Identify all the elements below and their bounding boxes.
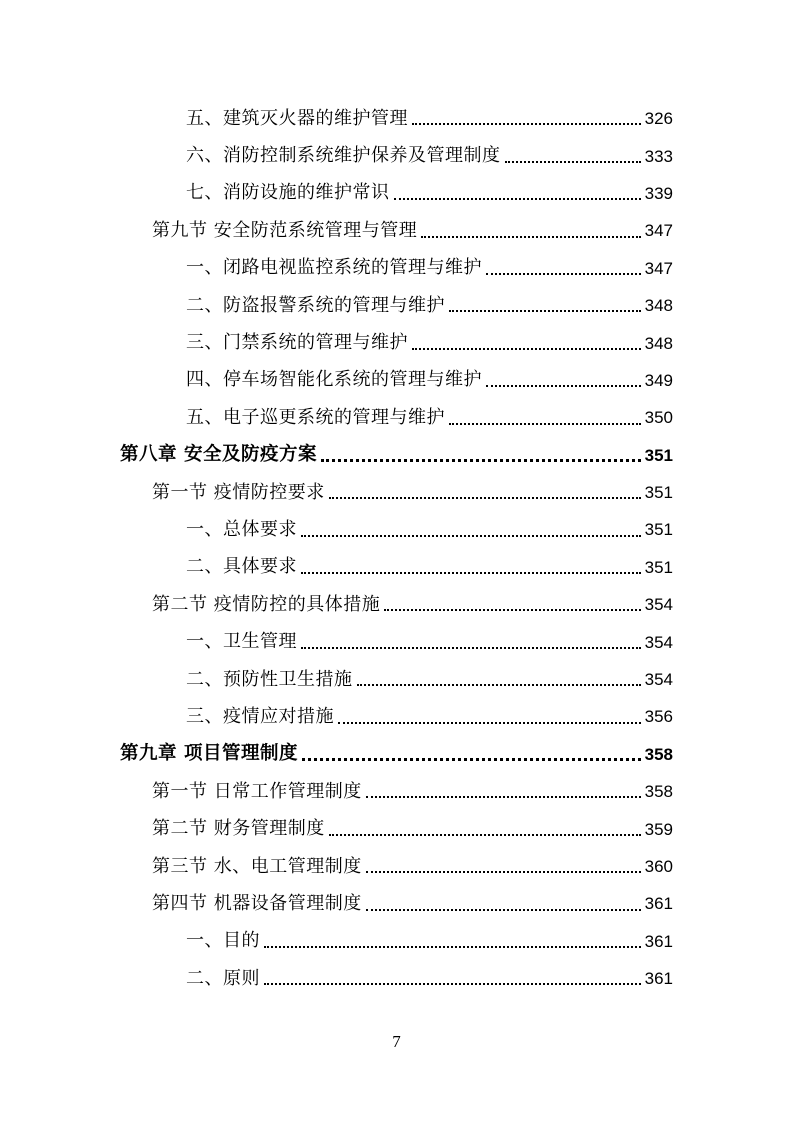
toc-entry-title: 一、总体要求 [186, 518, 297, 540]
dot-leader [329, 833, 641, 836]
toc-entry-page: 356 [644, 707, 673, 727]
dot-leader [384, 608, 640, 611]
toc-chapter-entry[interactable] [0, 736, 793, 773]
toc-section-entry[interactable] [0, 586, 793, 623]
dot-leader [329, 496, 641, 499]
dot-leader [357, 683, 641, 686]
toc-entry-title: 六、消防控制系统维护保养及管理制度 [186, 145, 501, 167]
toc-entry-page: 351 [644, 520, 673, 540]
dot-leader [486, 384, 641, 387]
toc-entry-title: 二、原则 [186, 967, 260, 989]
toc-subsection-entry[interactable] [0, 923, 793, 960]
toc-subsection-entry[interactable] [0, 698, 793, 735]
dot-leader [394, 197, 641, 200]
toc-subsection-entry[interactable] [0, 511, 793, 548]
dot-leader [264, 945, 641, 948]
toc-entry-title: 第二节 财务管理制度 [152, 818, 325, 840]
toc-entry-title: 二、防盗报警系统的管理与维护 [186, 294, 445, 316]
toc-entry-page: 359 [644, 819, 673, 839]
toc-entry-page: 351 [644, 445, 673, 465]
toc-subsection-entry[interactable] [0, 399, 793, 436]
toc-entry-title: 四、停车场智能化系统的管理与维护 [186, 369, 482, 391]
toc-subsection-entry[interactable] [0, 661, 793, 698]
dot-leader [449, 422, 641, 425]
dot-leader [366, 870, 641, 873]
toc-subsection-entry[interactable] [0, 549, 793, 586]
dot-leader [321, 458, 641, 462]
toc-entry-title: 第一节 日常工作管理制度 [152, 780, 362, 802]
toc-entry-page: 358 [644, 782, 673, 802]
toc-entry-title: 第四节 机器设备管理制度 [152, 892, 362, 914]
toc-entry-page: 351 [644, 557, 673, 577]
toc-section-entry[interactable] [0, 474, 793, 511]
toc-entry-page: 347 [644, 221, 673, 241]
toc-entry-page: 348 [644, 296, 673, 316]
dot-leader [366, 908, 641, 911]
toc-section-entry[interactable] [0, 212, 793, 249]
toc-entry-title: 第二节 疫情防控的具体措施 [152, 593, 381, 615]
dot-leader [486, 272, 641, 275]
toc-entry-title: 五、电子巡更系统的管理与维护 [186, 406, 445, 428]
toc-entry-page: 349 [644, 370, 673, 390]
toc-entry-title: 第三节 水、电工管理制度 [152, 855, 362, 877]
toc-subsection-entry[interactable] [0, 250, 793, 287]
dot-leader [412, 122, 641, 125]
dot-leader [301, 646, 641, 649]
toc-entry-title: 一、目的 [186, 930, 260, 952]
toc-entry-page: 361 [644, 931, 673, 951]
toc-section-entry[interactable] [0, 848, 793, 885]
dot-leader [421, 235, 640, 238]
toc-entry-title: 二、具体要求 [186, 556, 297, 578]
toc-subsection-entry[interactable] [0, 362, 793, 399]
toc-entry-page: 361 [644, 969, 673, 989]
toc-entry-page: 348 [644, 333, 673, 353]
dot-leader [301, 571, 641, 574]
toc-entry-page: 339 [644, 183, 673, 203]
toc-subsection-entry[interactable] [0, 287, 793, 324]
toc-entry-title: 第九章 项目管理制度 [120, 743, 298, 765]
toc-entry-title: 二、预防性卫生措施 [186, 668, 353, 690]
toc-entry-title: 三、疫情应对措施 [186, 705, 334, 727]
dot-leader [449, 309, 641, 312]
dot-leader [505, 160, 641, 163]
toc-entry-page: 351 [644, 483, 673, 503]
toc-entry-page: 350 [644, 408, 673, 428]
toc-section-entry[interactable] [0, 773, 793, 810]
toc-entry-title: 一、卫生管理 [186, 631, 297, 653]
page-number: 7 [392, 1032, 401, 1051]
toc-entry-page: 354 [644, 595, 673, 615]
toc-entry-title: 第九节 安全防范系统管理与管理 [152, 219, 418, 241]
dot-leader [338, 721, 641, 724]
toc-entry-title: 第八章 安全及防疫方案 [120, 443, 317, 465]
toc-entry-page: 358 [644, 744, 673, 764]
toc-entry-page: 326 [644, 109, 673, 129]
toc-subsection-entry[interactable] [0, 137, 793, 174]
toc-subsection-entry[interactable] [0, 100, 793, 137]
dot-leader [264, 982, 641, 985]
toc-entry-page: 347 [644, 258, 673, 278]
toc-subsection-entry[interactable] [0, 175, 793, 212]
toc-entry-page: 333 [644, 146, 673, 166]
toc-entry-title: 第一节 疫情防控要求 [152, 481, 325, 503]
toc-entry-title: 五、建筑灭火器的维护管理 [186, 107, 408, 129]
dot-leader [302, 757, 641, 761]
toc-subsection-entry[interactable] [0, 324, 793, 361]
dot-leader [366, 795, 641, 798]
toc-entry-page: 361 [644, 894, 673, 914]
toc-section-entry[interactable] [0, 810, 793, 847]
toc-subsection-entry[interactable] [0, 623, 793, 660]
toc-entry-page: 354 [644, 632, 673, 652]
toc-entry-page: 354 [644, 670, 673, 690]
toc-entry-page: 360 [644, 857, 673, 876]
toc-chapter-entry[interactable] [0, 437, 793, 474]
dot-leader [301, 534, 641, 537]
toc-entry-title: 七、消防设施的维护常识 [186, 182, 390, 204]
toc-entry-title: 三、门禁系统的管理与维护 [186, 332, 408, 354]
table-of-contents [0, 100, 793, 997]
toc-section-entry[interactable] [0, 885, 793, 922]
toc-subsection-entry[interactable] [0, 960, 793, 997]
toc-entry-title: 一、闭路电视监控系统的管理与维护 [186, 257, 482, 279]
dot-leader [412, 347, 641, 350]
